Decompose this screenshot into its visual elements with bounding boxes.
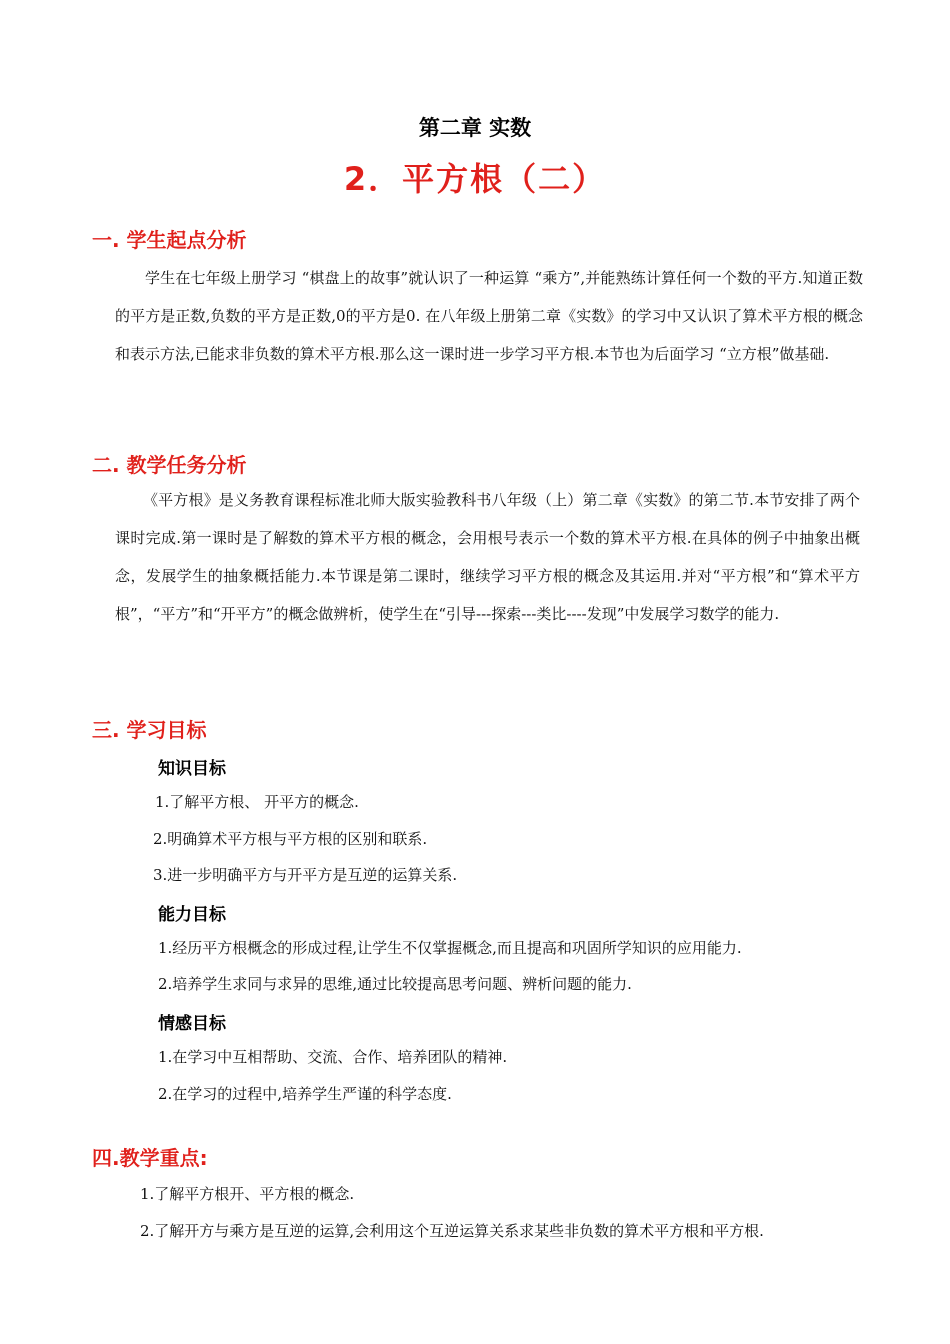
key-point-item: 1.了解平方根开、平方根的概念.	[140, 1185, 355, 1203]
section-1-heading: 一. 学生起点分析	[92, 228, 247, 252]
chapter-title: 第二章 实数	[418, 116, 532, 140]
ability-goal-item: 1.经历平方根概念的形成过程,让学生不仅掌握概念,而且提高和巩固所学知识的应用能力.	[158, 939, 742, 957]
section-4-heading: 四.教学重点:	[92, 1146, 208, 1170]
section-3-heading: 三. 学习目标	[92, 718, 207, 742]
section-1-paragraph	[115, 259, 863, 373]
key-point-item: 2.了解开方与乘方是互逆的运算,会利用这个互逆运算关系求某些非负数的算术平方根和平方根.	[140, 1222, 764, 1240]
lesson-title: 2．平方根（二）	[343, 160, 607, 198]
section-2-text: 《平方根》是义务教育课程标准北师大版实验教科书八年级（上）第二章《实数》的第二节.本节安排了两个课时完成.第一课时是了解数的算术平方根的概念，会用根号表示一个数的算术平方根.在具体的例子中抽象出概念，发展学生的抽象概括能力.本节课是第二课时，继续学习平方根的概念及其运用.并对“平方根”和“算术平方根”，“平方”和“开平方”的概念做辨析，使学生在“引导---探索---类比----发现”中发展学习数学的能力.	[115, 491, 860, 623]
section-2-heading: 二. 教学任务分析	[92, 453, 247, 477]
emotion-goal-item: 2.在学习的过程中,培养学生严谨的科学态度.	[158, 1085, 452, 1103]
ability-goals-title: 能力目标	[158, 905, 226, 925]
section-1-text: 学生在七年级上册学习 “棋盘上的故事”就认识了一种运算 “乘方”,并能熟练计算任何一个数的平方.知道正数的平方是正数,负数的平方是正数,0的平方是0. 在八年级上册第二章《实数》的学习中又认识了算术平方根的概念和表示方法,已能求非负数的算术平方根.那么这一课时进一步学习平方根.本节也为后面学习 “立方根”做基础.	[115, 269, 863, 363]
emotion-goals-title: 情感目标	[158, 1014, 226, 1034]
ability-goal-item: 2.培养学生求同与求异的思维,通过比较提高思考问题、辨析问题的能力.	[158, 975, 632, 993]
knowledge-goal-item: 2.明确算术平方根与平方根的区别和联系.	[153, 830, 428, 848]
section-2-paragraph	[115, 481, 860, 633]
knowledge-goals-title: 知识目标	[158, 759, 226, 779]
emotion-goal-item: 1.在学习中互相帮助、交流、合作、培养团队的精神.	[158, 1048, 508, 1066]
knowledge-goal-item: 1.了解平方根、 开平方的概念.	[155, 793, 359, 811]
knowledge-goal-item: 3.进一步明确平方与开平方是互逆的运算关系.	[153, 866, 458, 884]
